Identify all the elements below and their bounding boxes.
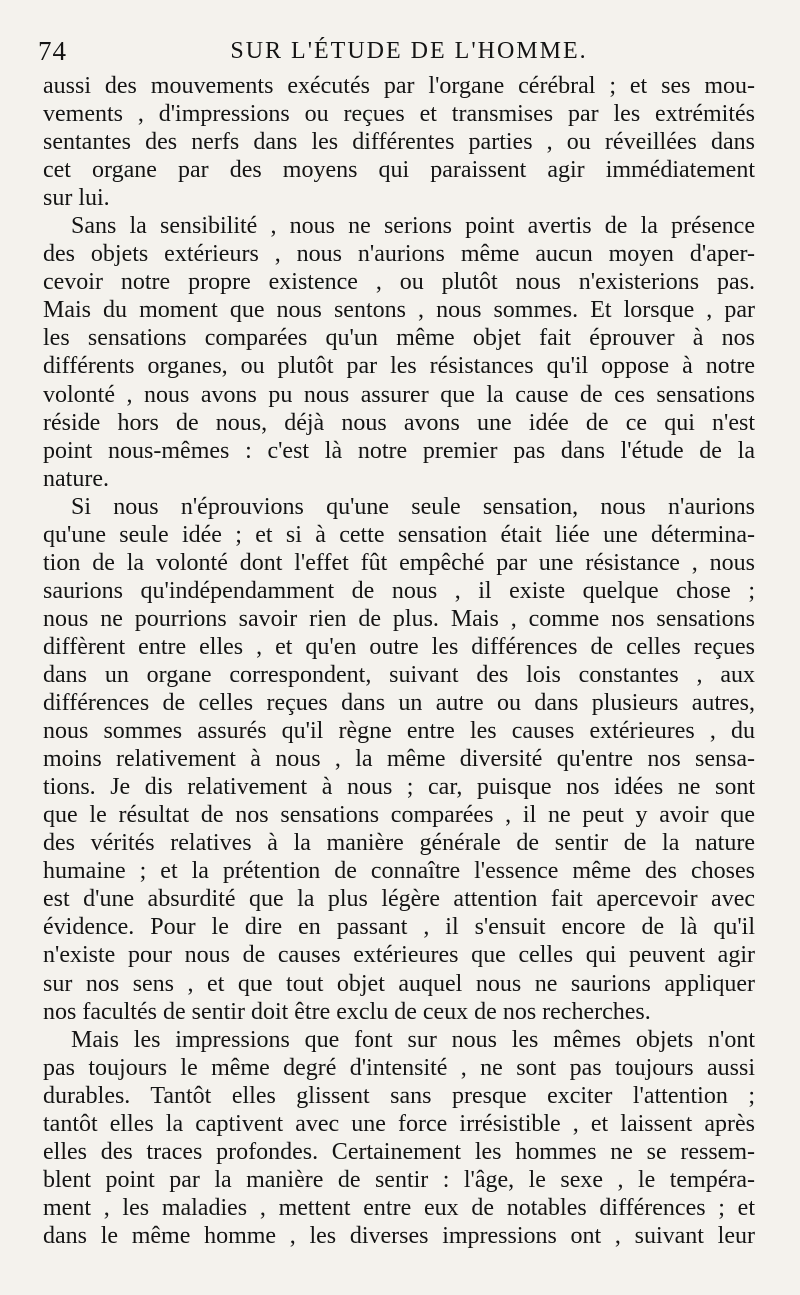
text-line: vements , d'impressions ou reçues et transmises par les extrémités — [43, 101, 755, 128]
body-text — [43, 72, 755, 1250]
text-line: sentantes des nerfs dans les différentes parties , ou réveillées dans — [43, 129, 755, 156]
text-line: les sensations comparées qu'un même objet fait éprouver à nos — [43, 325, 755, 352]
text-line: nous sommes assurés qu'il règne entre les causes extérieures , du — [43, 718, 755, 745]
text-line: durables. Tantôt elles glissent sans presque exciter l'attention ; — [43, 1082, 755, 1109]
text-line: moins relativement à nous , la même diversité qu'entre nos sensa- — [43, 746, 755, 773]
text-line: dans un organe correspondent, suivant des lois constantes , aux — [43, 661, 755, 688]
text-line: évidence. Pour le dire en passant , il s'ensuit encore de là qu'il — [43, 914, 755, 941]
text-line: qu'une seule idée ; et si à cette sensation était liée une détermina- — [43, 521, 755, 548]
page-number: 74 — [38, 36, 67, 66]
text-line: tions. Je dis relativement à nous ; car, puisque nos idées ne sont — [43, 774, 755, 801]
paragraph-start-line: Mais les impressions que font sur nous les mêmes objets n'ont — [71, 1026, 755, 1053]
text-line: pas toujours le même degré d'intensité , ne sont pas toujours aussi — [43, 1054, 755, 1081]
text-line: saurions qu'indépendamment de nous , il existe quelque chose ; — [43, 577, 755, 604]
text-line: ment , les maladies , mettent entre eux de notables différences ; et — [43, 1194, 755, 1221]
text-line: différences de celles reçues dans un autre ou dans plusieurs autres, — [43, 690, 755, 717]
text-line: réside hors de nous, déjà nous avons une idée de ce qui n'est — [43, 409, 755, 436]
text-line: point nous-mêmes : c'est là notre premier pas dans l'étude de la — [43, 437, 755, 464]
text-line: blent point par la manière de sentir : l'âge, le sexe , le tempéra- — [43, 1166, 755, 1193]
text-line: n'existe pour nous de causes extérieures que celles qui peuvent agir — [43, 942, 755, 969]
text-line: aussi des mouvements exécutés par l'organe cérébral ; et ses mou- — [43, 73, 755, 99]
paragraph-start-line: Sans la sensibilité , nous ne serions point avertis de la présence — [71, 213, 755, 240]
text-line: des vérités relatives à la manière générale de sentir de la nature — [43, 830, 755, 857]
text-line: sur nos sens , et que tout objet auquel nous ne saurions appliquer — [43, 970, 755, 997]
text-line: volonté , nous avons pu nous assurer que la cause de ces sensations — [43, 381, 755, 408]
page-header — [38, 36, 760, 70]
text-line: humaine ; et la prétention de connaître l'essence même des choses — [43, 858, 755, 885]
text-line: sur lui. — [43, 185, 110, 212]
text-line: que le résultat de nos sensations comparées , il ne peut y avoir que — [43, 802, 755, 829]
text-line: Mais du moment que nous sentons , nous sommes. Et lorsque , par — [43, 297, 755, 324]
text-line: elles des traces profondes. Certainement les hommes ne se ressem- — [43, 1138, 755, 1165]
running-title: SUR L'ÉTUDE DE L'HOMME. — [230, 38, 588, 64]
text-line: tantôt elles la captivent avec une force irrésistible , et laissent après — [43, 1110, 755, 1137]
text-line: est d'une absurdité que la plus légère attention fait apercevoir avec — [43, 886, 755, 913]
text-line: nous ne pourrions savoir rien de plus. Mais , comme nos sensations — [43, 605, 755, 632]
paragraph-start-line: Si nous n'éprouvions qu'une seule sensation, nous n'aurions — [71, 493, 755, 520]
text-line: différents organes, ou plutôt par les résistances qu'il oppose à notre — [43, 353, 755, 380]
text-line: des objets extérieurs , nous n'aurions même aucun moyen d'aper- — [43, 241, 755, 268]
text-line: tion de la volonté dont l'effet fût empêché par une résistance , nous — [43, 549, 755, 576]
text-line: diffèrent entre elles , et qu'en outre les différences de celles reçues — [43, 633, 755, 660]
text-line: nature. — [43, 465, 109, 492]
text-line: cevoir notre propre existence , ou plutôt nous n'existerions pas. — [43, 269, 755, 296]
text-line: cet organe par des moyens qui paraissent agir immédiatement — [43, 157, 755, 184]
text-line: dans le même homme , les diverses impressions ont , suivant leur — [43, 1222, 755, 1249]
text-line: nos facultés de sentir doit être exclu de ceux de nos recherches. — [43, 998, 651, 1025]
